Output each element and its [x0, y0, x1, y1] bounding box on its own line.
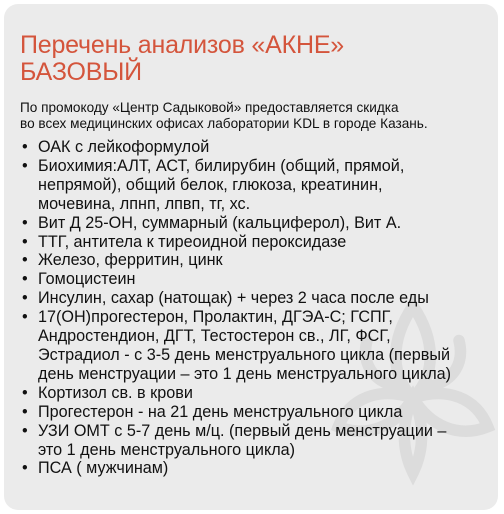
bullet-icon: • — [22, 138, 28, 156]
list-item-line: УЗИ ОМТ с 5-7 день м/ц. (первый день менструации – — [38, 421, 447, 440]
list-item — [20, 251, 490, 270]
list-item — [20, 308, 490, 384]
list-item-line: Железо, ферритин, цинк — [38, 251, 223, 270]
list-item-line: 17(ОН)прогестерон, Пролактин, ДГЭА-С; ГСПГ, — [38, 308, 393, 327]
title-line-1: Перечень анализов «АКНЕ» — [20, 31, 345, 59]
list-item — [20, 422, 490, 460]
title-line-2: БАЗОВЫЙ — [20, 58, 142, 86]
bullet-icon: • — [22, 289, 28, 308]
bullet-icon: • — [22, 383, 28, 402]
list-item-line: день менструации – это 1 день менструального цикла) — [38, 364, 452, 383]
list-item — [20, 214, 490, 233]
list-item — [20, 403, 490, 422]
list-item — [20, 233, 490, 252]
list-item — [20, 138, 490, 157]
list-item-line: Гомоцистеин — [38, 270, 136, 289]
list-item-line: Эстрадиол - с 3-5 день менструального цикла (первый — [38, 345, 451, 364]
list-item-line: Инсулин, сахар (натощак) + через 2 часа после еды — [38, 289, 429, 308]
bullet-icon: • — [22, 156, 28, 175]
list-item — [20, 384, 490, 403]
list-item — [20, 270, 490, 289]
list-item — [20, 157, 490, 214]
list-item-line: непрямой), общий белок, глюкоза, креатинин, — [38, 175, 383, 194]
list-item-line: Андростендион, ДГТ, Тестостерон св., ЛГ, ФСГ, — [38, 327, 391, 346]
content — [20, 32, 490, 478]
list-item-line: Биохимия:АЛТ, АСТ, билирубин (общий, прямой, — [38, 156, 405, 175]
bullet-icon: • — [22, 402, 28, 421]
list-item-line: это 1 день менструального цикла) — [38, 440, 296, 459]
list-item-line: Вит Д 25-ОН, суммарный (кальциферол), Вит А. — [38, 213, 402, 232]
bullet-icon: • — [22, 421, 28, 440]
discount-note — [20, 100, 490, 132]
analysis-list — [20, 138, 490, 478]
list-item-line: мочевина, лпнп, лпвп, тг, хс. — [38, 194, 251, 213]
bullet-icon: • — [22, 251, 28, 270]
card — [4, 4, 498, 510]
list-item — [20, 289, 490, 308]
list-item-line: ПСА ( мужчинам) — [38, 459, 169, 478]
list-item — [20, 459, 490, 478]
discount-note-line-2: во всех медицинских офисах лаборатории KDL в городе Казань. — [20, 116, 428, 131]
list-item-line: Кортизол св. в крови — [38, 383, 193, 402]
bullet-icon: • — [22, 232, 28, 251]
bullet-icon: • — [22, 459, 28, 478]
list-item-line: ОАК с лейкоформулой — [38, 138, 210, 156]
bullet-icon: • — [22, 213, 28, 232]
bullet-icon: • — [22, 270, 28, 289]
discount-note-line-1: По промокоду «Центр Садыковой» предоставляется скидка — [20, 100, 399, 115]
page-title — [20, 32, 490, 86]
bullet-icon: • — [22, 308, 28, 327]
list-item-line: Прогестерон - на 21 день менструального цикла — [38, 402, 403, 421]
list-item-line: ТТГ, антитела к тиреоидной пероксидазе — [38, 232, 347, 251]
